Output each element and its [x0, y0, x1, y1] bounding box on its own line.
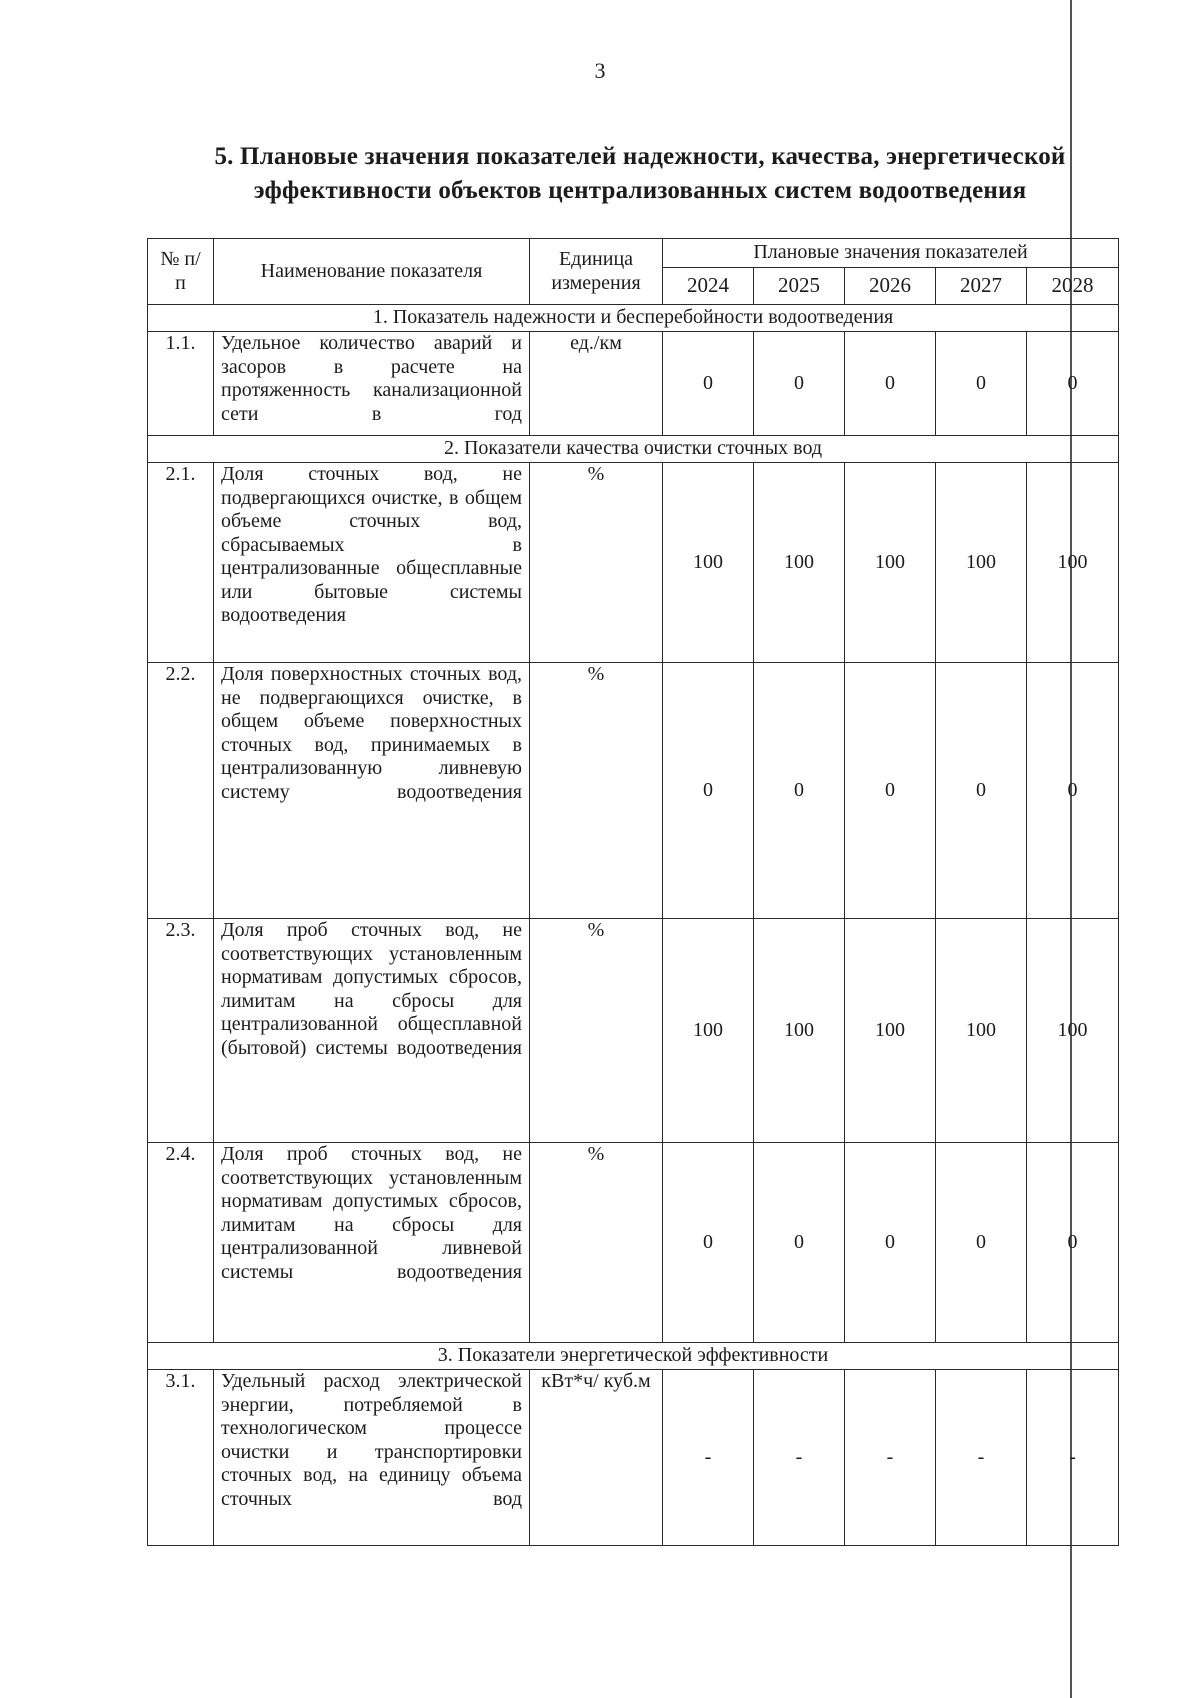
value-cell: 0 — [754, 332, 845, 436]
header-unit: Единица измерения — [530, 239, 663, 305]
indicator-name: Доля сточных вод, не подвергающихся очистке, в общем объеме сточных вод, сбрасываемых в централизованные общесплавные или бытовые системы водоотведения — [214, 463, 530, 663]
value-cell: - — [754, 1370, 845, 1546]
indicator-name: Доля проб сточных вод, не соответствующих установленным нормативам допустимых сбросов, лимитам на сбросы для централизованной ливневой системы водоотведения — [214, 1143, 530, 1343]
value-cell: 100 — [845, 919, 936, 1143]
header-year: 2027 — [936, 268, 1027, 305]
header-planned-values: Плановые значения показателей — [663, 239, 1119, 268]
unit-cell: ед./км — [530, 332, 663, 436]
unit-cell: % — [530, 919, 663, 1143]
value-cell: - — [845, 1370, 936, 1546]
value-cell: 0 — [936, 332, 1027, 436]
value-cell: 0 — [754, 663, 845, 919]
table-row — [148, 919, 1119, 1143]
header-number: № п/п — [148, 239, 214, 305]
value-cell: 0 — [663, 332, 754, 436]
value-cell: 0 — [754, 1143, 845, 1343]
row-number: 2.4. — [148, 1143, 214, 1343]
value-cell: 100 — [845, 463, 936, 663]
indicator-name: Удельное количество аварий и засоров в расчете на протяженность канализационной сети в год — [214, 332, 530, 436]
section-title: 1. Показатель надежности и бесперебойности водоотведения — [148, 305, 1119, 332]
table-row — [148, 1143, 1119, 1343]
section-title: 2. Показатели качества очистки сточных вод — [148, 436, 1119, 463]
title-line-2: эффективности объектов централизованных систем водоотведения — [253, 177, 1027, 204]
unit-cell: % — [530, 663, 663, 919]
section-row — [148, 305, 1119, 332]
indicator-name: Доля проб сточных вод, не соответствующих установленным нормативам допустимых сбросов, лимитам на сбросы для централизованной общесплавной (бытовой) системы водоотведения — [214, 919, 530, 1143]
indicator-name: Доля поверхностных сточных вод, не подвергающихся очистке, в общем объеме поверхностных сточных вод, принимаемых в централизованную ливневую систему водоотведения — [214, 663, 530, 919]
document-title — [150, 140, 1130, 208]
value-cell: 100 — [663, 463, 754, 663]
value-cell: - — [936, 1370, 1027, 1546]
value-cell: 0 — [1027, 1143, 1119, 1343]
header-year: 2024 — [663, 268, 754, 305]
value-cell: 100 — [754, 463, 845, 663]
value-cell: 0 — [1027, 663, 1119, 919]
value-cell: 0 — [936, 1143, 1027, 1343]
value-cell: 0 — [1027, 332, 1119, 436]
row-number: 2.3. — [148, 919, 214, 1143]
unit-cell: % — [530, 1143, 663, 1343]
table-row — [148, 332, 1119, 436]
value-cell: 0 — [663, 1143, 754, 1343]
value-cell: 0 — [845, 332, 936, 436]
header-year: 2028 — [1027, 268, 1119, 305]
value-cell: 100 — [754, 919, 845, 1143]
row-number: 2.1. — [148, 463, 214, 663]
value-cell: 0 — [845, 1143, 936, 1343]
value-cell: 0 — [663, 663, 754, 919]
unit-cell: % — [530, 463, 663, 663]
title-line-1: 5. Плановые значения показателей надежности, качества, энергетической — [214, 143, 1066, 170]
section-title: 3. Показатели энергетической эффективности — [148, 1343, 1119, 1370]
value-cell: - — [663, 1370, 754, 1546]
header-year: 2026 — [845, 268, 936, 305]
value-cell: 0 — [845, 663, 936, 919]
row-number: 3.1. — [148, 1370, 214, 1546]
header-year: 2025 — [754, 268, 845, 305]
unit-cell: кВт*ч/ куб.м — [530, 1370, 663, 1546]
header-indicator-name: Наименование показателя — [214, 239, 530, 305]
value-cell: 0 — [936, 663, 1027, 919]
value-cell: 100 — [1027, 463, 1119, 663]
table-row — [148, 1370, 1119, 1546]
section-row — [148, 1343, 1119, 1370]
value-cell: - — [1027, 1370, 1119, 1546]
row-number: 1.1. — [148, 332, 214, 436]
row-number: 2.2. — [148, 663, 214, 919]
value-cell: 100 — [1027, 919, 1119, 1143]
section-row — [148, 436, 1119, 463]
value-cell: 100 — [936, 463, 1027, 663]
indicator-name: Удельный расход электрической энергии, потребляемой в технологическом процессе очистки и транспортировки сточных вод, на единицу объема сточных вод — [214, 1370, 530, 1546]
indicators-table — [147, 238, 1119, 1546]
table-row — [148, 663, 1119, 919]
value-cell: 100 — [936, 919, 1027, 1143]
value-cell: 100 — [663, 919, 754, 1143]
table-row — [148, 463, 1119, 663]
page-number: 3 — [594, 58, 606, 83]
